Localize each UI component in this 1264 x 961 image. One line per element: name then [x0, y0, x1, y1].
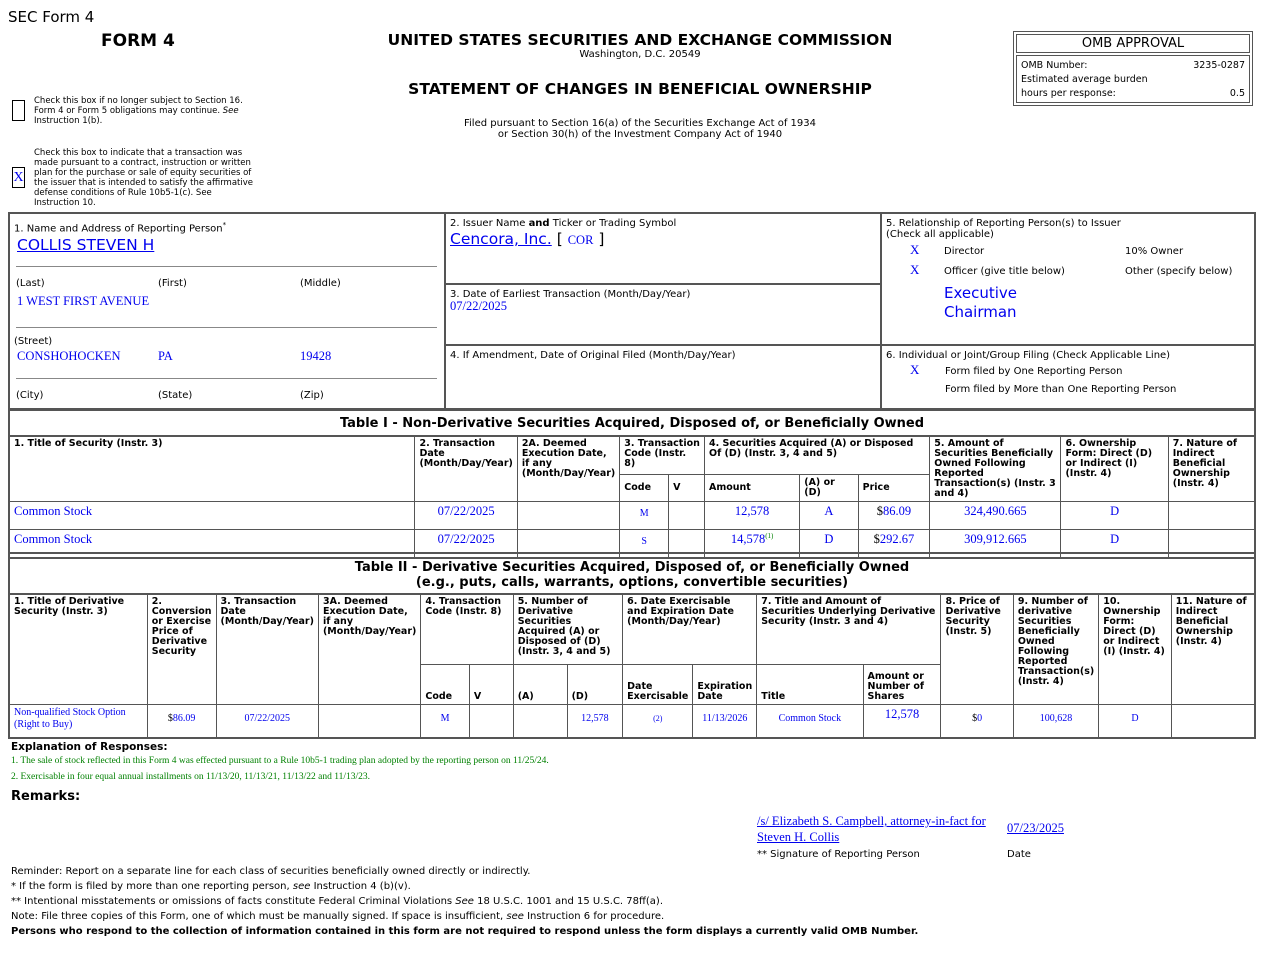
zip-value: 19428 [300, 349, 332, 363]
state-label: (State) [158, 390, 193, 401]
t2-subheader-amount: Amount or Number of Shares [863, 664, 941, 704]
note-multiple-persons: * If the form is filed by more than one reporting person, see Instruction 4 (b)(v). [11, 881, 411, 892]
t2-conversion-price: 86.09 [172, 712, 196, 724]
notes-block [11, 864, 918, 939]
table2 [8, 593, 1256, 739]
signature-date[interactable]: 07/23/2025 [1007, 821, 1064, 835]
issuer-box [444, 212, 882, 285]
t1-subheader-amount: Amount [705, 475, 800, 502]
t2-subheader-expiration: Expiration Date [693, 664, 757, 704]
t2-conversion-symbol: $ [167, 712, 173, 724]
t2-header-title: 1. Title of Derivative Security (Instr. 3) [9, 594, 147, 704]
state-value: PA [158, 349, 173, 363]
officer-mark[interactable]: X [910, 262, 920, 277]
t2-header-date: 3. Transaction Date (Month/Day/Year) [216, 594, 318, 704]
table1 [8, 435, 1256, 559]
t1-deemed-date [517, 502, 619, 530]
t1-subheader-v: V [669, 475, 705, 502]
t1-header-code: 3. Transaction Code (Instr. 8) [620, 436, 705, 475]
t2-subheader-title: Title [757, 664, 863, 704]
section16-line2a: Form 4 or Form 5 obligations may continue. [34, 106, 223, 116]
omb-title: OMB APPROVAL [1016, 34, 1250, 53]
section16-text [34, 96, 243, 126]
note-reminder: Reminder: Report on a separate line for each class of securities beneficially owned directly or indirectly. [11, 866, 531, 877]
t1-price: 86.09 [883, 504, 912, 518]
t1-header-nature: 7. Nature of Indirect Beneficial Ownership (Instr. 4) [1168, 436, 1255, 502]
issuer-name-link[interactable]: Cencora, Inc. [450, 230, 552, 248]
table2-title [8, 552, 1256, 595]
t2-header-owned: 9. Number of derivative Securities Beneficially Owned Following Reported Transaction(s) (Instr. 4) [1013, 594, 1098, 704]
officer-title [944, 284, 1017, 322]
t1-aord: D [800, 530, 858, 558]
t1-form: D [1061, 502, 1168, 530]
director-label: Director [944, 246, 985, 257]
t2-deemed-date [318, 704, 420, 738]
t2-header-nature: 11. Nature of Indirect Beneficial Ownership (Instr. 4) [1171, 594, 1255, 704]
t2-code: M [421, 704, 469, 738]
t1-code: M [620, 502, 669, 530]
signature-block [757, 813, 986, 845]
t2-expiration: 11/13/2026 [693, 704, 757, 738]
t1-nature [1168, 502, 1255, 530]
10b5-1-line2: made pursuant to a contract, instruction or written [34, 158, 251, 168]
t1-form: D [1061, 530, 1168, 558]
name-divider [16, 266, 437, 267]
t2-header-form: 10. Ownership Form: Direct (D) or Indirect (I) (Instr. 4) [1099, 594, 1172, 704]
earliest-transaction-box [444, 283, 882, 346]
t1-header-title: 1. Title of Security (Instr. 3) [9, 436, 415, 502]
director-mark[interactable]: X [910, 242, 920, 257]
t1-amount-footnote[interactable]: (1) [765, 532, 774, 540]
street-label: (Street) [14, 336, 53, 347]
t1-amount: 12,578 [734, 504, 770, 519]
t2-subheader-d: (D) [567, 664, 623, 704]
t1-transaction-date: 07/22/2025 [415, 502, 517, 530]
reporting-person-name-link[interactable]: COLLIS STEVEN H [17, 236, 155, 254]
t2-header-number: 5. Number of Derivative Securities Acquired (A) or Disposed of (D) (Instr. 3, 4 and 5) [513, 594, 622, 664]
officer-label: Officer (give title below) [944, 266, 1065, 277]
10b5-1-text [34, 148, 253, 208]
city-label: (City) [16, 390, 44, 401]
t1-security-title: Common Stock [9, 530, 415, 558]
remarks-title: Remarks: [11, 789, 81, 804]
form-name: FORM 4 [101, 31, 175, 51]
t1-header-deemed: 2A. Deemed Execution Date, if any (Month/Day/Year) [517, 436, 619, 502]
t2-price-cell [941, 704, 1013, 738]
note-misstatements: ** Intentional misstatements or omissions of facts constitute Federal Criminal Violations See 18 U.S.C. 1001 and 15 U.S.C. 78ff(a). [11, 896, 664, 907]
officer-title-line2: Chairman [944, 303, 1017, 321]
table1-title: Table I - Non-Derivative Securities Acquired, Disposed of, or Beneficially Owned [8, 409, 1256, 437]
filed-pursuant-1: Filed pursuant to Section 16(a) of the Securities Exchange Act of 1934 [464, 118, 816, 129]
issuer-name-line [450, 230, 604, 248]
t2-header-code: 4. Transaction Code (Instr. 8) [421, 594, 513, 664]
filing-label: 6. Individual or Joint/Group Filing (Check Applicable Line) [886, 350, 1171, 361]
reporting-person-box [8, 212, 446, 410]
t2-header-exercisable: 6. Date Exercisable and Expiration Date (Month/Day/Year) [623, 594, 757, 664]
relationship-sublabel: (Check all applicable) [886, 229, 994, 240]
t1-owned: 324,490.665 [930, 502, 1061, 530]
10b5-1-line4: the issuer that is intended to satisfy the affirmative [34, 178, 253, 188]
t1-code: S [620, 530, 669, 558]
t2-form: D [1099, 704, 1172, 738]
statement-title: STATEMENT OF CHANGES IN BENEFICIAL OWNERSHIP [408, 80, 872, 98]
omb-approval-box [1013, 31, 1253, 106]
more-persons-label: Form filed by More than One Reporting Person [945, 384, 1177, 395]
t2-conversion-cell [147, 704, 216, 738]
table2-title-line1: Table II - Derivative Securities Acquired, Disposed of, or Beneficially Owned [354, 560, 910, 575]
t2-d: 12,578 [567, 704, 623, 738]
t2-price-symbol: $ [972, 712, 978, 724]
t1-amount: 14,578 [730, 532, 766, 547]
ticker-bracket-open: [ [556, 230, 563, 248]
10b5-1-line1: Check this box to indicate that a transaction was [34, 148, 243, 158]
first-label: (First) [158, 278, 187, 289]
t2-header-deemed: 3A. Deemed Execution Date, if any (Month/Day/Year) [318, 594, 420, 704]
10b5-1-line6: Instruction 10. [34, 198, 96, 208]
10b5-1-line3: plan for the purchase or sale of equity securities of [34, 168, 252, 178]
10b5-1-line5: defense conditions of Rule 10b5-1(c). See [34, 188, 212, 198]
omb-burden-label-1: Estimated average burden [1021, 74, 1148, 85]
omb-burden-value: 0.5 [1229, 88, 1245, 99]
signature-line2[interactable]: Steven H. Collis [757, 830, 840, 844]
omb-number-label: OMB Number: [1021, 60, 1088, 71]
middle-label: (Middle) [300, 278, 341, 289]
t1-subheader-aord: (A) or (D) [800, 475, 858, 502]
t1-header-form: 6. Ownership Form: Direct (D) or Indirect (I) (Instr. 4) [1061, 436, 1168, 502]
t2-price: 0 [977, 712, 983, 724]
officer-title-line1: Executive [944, 284, 1018, 302]
explanation-title: Explanation of Responses: [11, 741, 168, 753]
t1-subheader-price: Price [858, 475, 930, 502]
t1-subheader-code: Code [620, 475, 669, 502]
earliest-transaction-value: 07/22/2025 [450, 299, 507, 313]
section16-line2 [34, 106, 243, 116]
other-label: Other (specify below) [1125, 266, 1233, 277]
t1-header-owned: 5. Amount of Securities Beneficially Owned Following Reported Transaction(s) (Instr. 3 and 4) [930, 436, 1061, 502]
relationship-box [880, 212, 1256, 346]
ten-percent-owner-label: 10% Owner [1125, 246, 1184, 257]
amendment-box [444, 344, 882, 410]
zip-label: (Zip) [300, 390, 324, 401]
t1-security-title: Common Stock [9, 502, 415, 530]
agency-name: UNITED STATES SECURITIES AND EXCHANGE COMMISSION [387, 31, 893, 49]
filing-box [880, 344, 1256, 410]
reporting-person-label: 1. Name and Address of Reporting Person* [14, 221, 227, 235]
t1-price-cell [858, 502, 930, 530]
footnote-2: 2. Exercisable in four equal annual installments on 11/13/20, 11/13/21, 11/13/22 and 11/13/23. [11, 772, 371, 782]
signature-line1[interactable]: /s/ Elizabeth S. Campbell, attorney-in-fact for [757, 814, 986, 828]
earliest-transaction-label: 3. Date of Earliest Transaction (Month/Day/Year) [450, 289, 691, 300]
amendment-label: 4. If Amendment, Date of Original Filed (Month/Day/Year) [450, 350, 736, 361]
t1-price: 292.67 [879, 532, 915, 546]
t2-header-conversion: 2. Conversion or Exercise Price of Derivative Security [147, 594, 216, 704]
issuer-label: 2. Issuer Name and Ticker or Trading Symbol [450, 218, 677, 229]
t2-subheader-code: Code [421, 664, 469, 704]
section16-line1: Check this box if no longer subject to Section 16. [34, 96, 243, 106]
t2-v [469, 704, 513, 738]
t2-underlying-title: Common Stock [757, 704, 863, 738]
note-omb: Persons who respond to the collection of information contained in this form are not required to respond unless the form displays a currently valid OMB Number. [11, 926, 919, 937]
ticker-symbol: COR [567, 233, 594, 247]
t1-header-acquired: 4. Securities Acquired (A) or Disposed Of (D) (Instr. 3, 4 and 5) [705, 436, 930, 475]
city-value: CONSHOHOCKEN [17, 349, 121, 363]
t2-subheader-a: (A) [513, 664, 567, 704]
omb-burden-label-2: hours per response: [1021, 88, 1116, 99]
filed-pursuant-2: or Section 30(h) of the Investment Company Act of 1940 [497, 129, 783, 140]
note-copies: Note: File three copies of this Form, one of which must be manually signed. If space is insufficient, see Instruction 6 for procedure. [11, 911, 665, 922]
t2-header-price: 8. Price of Derivative Security (Instr. 5) [941, 594, 1013, 704]
omb-number-value: 3235-0287 [1193, 60, 1245, 71]
t1-transaction-date: 07/22/2025 [415, 530, 517, 558]
t1-aord: A [800, 502, 858, 530]
street-value: 1 WEST FIRST AVENUE [17, 294, 150, 308]
t2-security-title: Non-qualified Stock Option (Right to Buy) [9, 704, 147, 738]
t2-nature [1171, 704, 1255, 738]
t2-subheader-v: V [469, 664, 513, 704]
agency-location: Washington, D.C. 20549 [579, 49, 701, 60]
table2-title-line2: (e.g., puts, calls, warrants, options, convertible securities) [415, 575, 849, 590]
date-label: Date [1007, 849, 1031, 860]
t2-header-underlying: 7. Title and Amount of Securities Underlying Derivative Security (Instr. 3 and 4) [757, 594, 941, 664]
signature-label: ** Signature of Reporting Person [757, 849, 920, 860]
city-divider [16, 378, 437, 379]
section16-see: See [222, 106, 239, 116]
t2-a [513, 704, 567, 738]
t2-exercisable-footnote[interactable]: (2) [623, 704, 693, 738]
t2-underlying-amount: 12,578 [863, 704, 941, 738]
t1-header-date: 2. Transaction Date (Month/Day/Year) [415, 436, 517, 502]
one-person-label: Form filed by One Reporting Person [945, 366, 1123, 377]
t2-subheader-exercisable: Date Exercisable [623, 664, 693, 704]
t2-owned: 100,628 [1013, 704, 1098, 738]
t1-owned: 309,912.665 [930, 530, 1061, 558]
t1-price-symbol: $ [873, 532, 880, 546]
t1-price-symbol: $ [876, 504, 884, 518]
ticker-bracket-close: ] [598, 230, 605, 248]
footnote-1: 1. The sale of stock reflected in this Form 4 was effected pursuant to a Rule 10b5-1 trading plan adopted by the reporting person on 11/25/24. [11, 756, 549, 766]
section16-checkbox[interactable] [12, 100, 25, 121]
t1-amount-cell [705, 502, 800, 530]
10b5-1-checkbox[interactable]: X [12, 167, 25, 188]
page-title: SEC Form 4 [8, 8, 95, 26]
table-row [9, 704, 1255, 738]
t1-v [669, 502, 705, 530]
t2-transaction-date: 07/22/2025 [216, 704, 318, 738]
one-person-mark[interactable]: X [910, 362, 920, 377]
last-label: (Last) [16, 278, 45, 289]
street-divider [16, 327, 437, 328]
section16-line3: Instruction 1(b). [34, 116, 103, 126]
table-row [9, 502, 1255, 530]
relationship-label: 5. Relationship of Reporting Person(s) to Issuer [886, 218, 1121, 229]
